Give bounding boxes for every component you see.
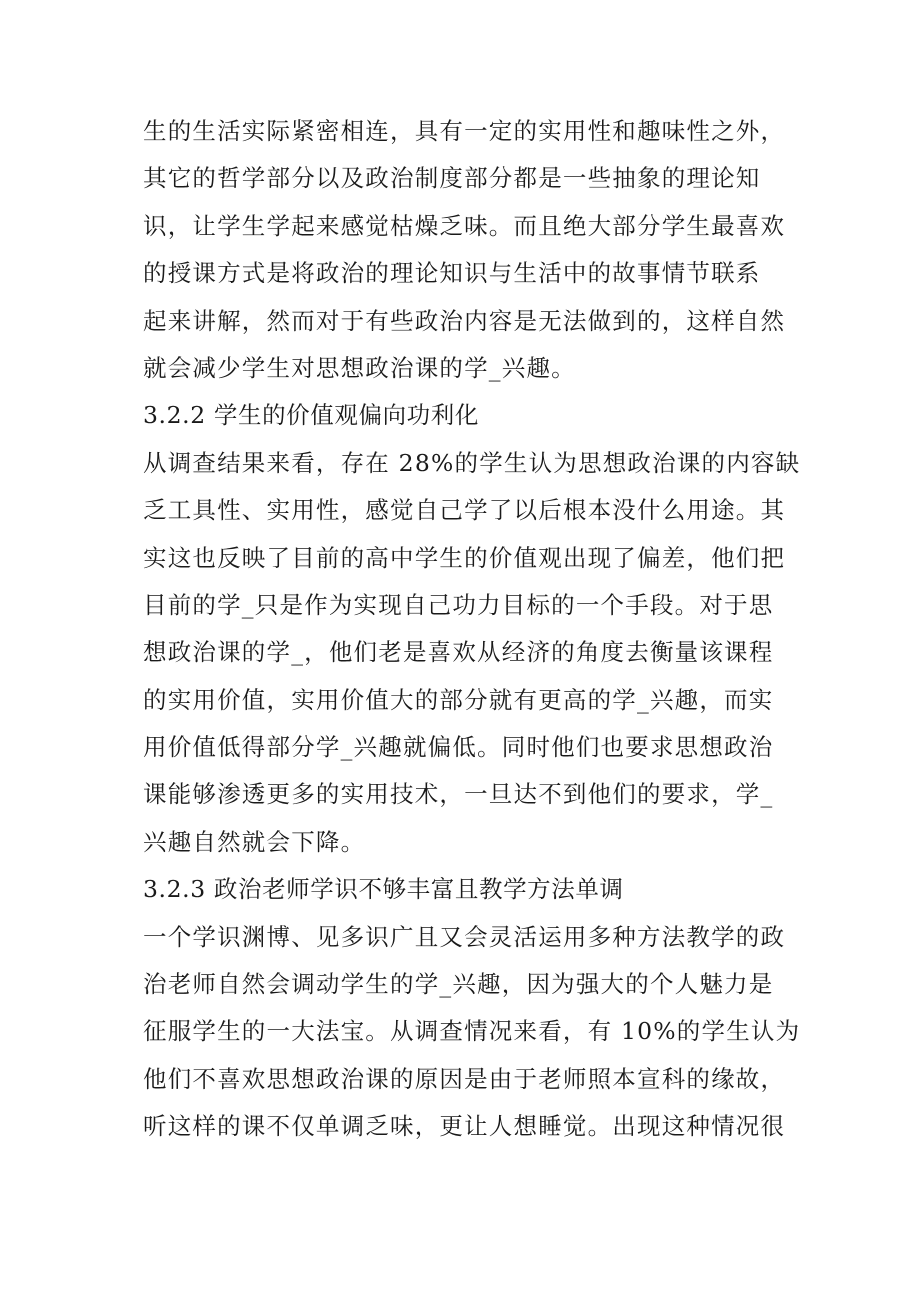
section-heading: 3.2.2 学生的价值观偏向功利化 [143, 401, 479, 430]
body-line: 识，让学生学起来感觉枯燥乏味。而且绝大部分学生最喜欢 [143, 211, 786, 240]
body-line: 实这也反映了目前的高中学生的价值观出现了偏差，他们把 [143, 543, 786, 572]
body-line: 从调查结果来看，存在 28%的学生认为思想政治课的内容缺 [143, 448, 801, 477]
body-line: 其它的哲学部分以及政治制度部分都是一些抽象的理论知 [143, 164, 761, 193]
body-line: 起来讲解，然而对于有些政治内容是无法做到的，这样自然 [143, 306, 786, 335]
body-line: 乏工具性、实用性，感觉自己学了以后根本没什么用途。其 [143, 496, 786, 525]
body-line: 治老师自然会调动学生的学_兴趣，因为强大的个人魅力是 [143, 970, 774, 999]
body-line: 就会减少学生对思想政治课的学_兴趣。 [143, 353, 576, 382]
body-line: 兴趣自然就会下降。 [143, 827, 366, 856]
body-line: 听这样的课不仅单调乏味，更让人想睡觉。出现这种情况很 [143, 1112, 786, 1141]
body-line: 课能够渗透更多的实用技术，一旦达不到他们的要求，学_ [143, 780, 774, 809]
body-line: 一个学识渊博、见多识广且又会灵活运用多种方法教学的政 [143, 922, 786, 951]
body-line: 用价值低得部分学_兴趣就偏低。同时他们也要求思想政治 [143, 733, 774, 762]
section-heading: 3.2.3 政治老师学识不够丰富且教学方法单调 [143, 875, 624, 904]
body-line: 想政治课的学_，他们老是喜欢从经济的角度去衡量该课程 [143, 638, 774, 667]
document-body [143, 108, 801, 1151]
body-line: 征服学生的一大法宝。从调查情况来看，有 10%的学生认为 [143, 1017, 801, 1046]
body-line: 的授课方式是将政治的理论知识与生活中的故事情节联系 [143, 259, 761, 288]
body-line: 的实用价值，实用价值大的部分就有更高的学_兴趣，而实 [143, 685, 774, 714]
body-line: 他们不喜欢思想政治课的原因是由于老师照本宣科的缘故， [143, 1064, 786, 1093]
body-line: 目前的学_只是作为实现自己功力目标的一个手段。对于思 [143, 590, 774, 619]
body-line: 生的生活实际紧密相连，具有一定的实用性和趣味性之外， [143, 117, 786, 145]
